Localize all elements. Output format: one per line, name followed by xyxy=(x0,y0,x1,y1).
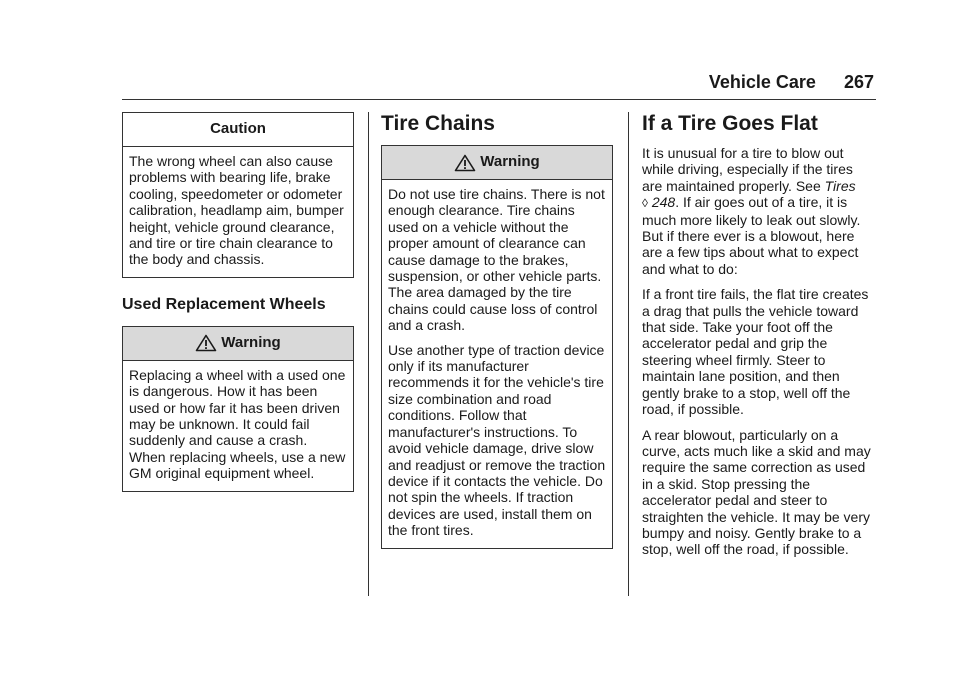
section-heading: Used Replacement Wheels xyxy=(122,295,326,313)
column-divider xyxy=(368,112,369,596)
warning-text: Do not use tire chains. There is not enough clearance. Tire chains used on a vehicle without the proper amount of clearance can cause damage to the brakes, suspension, or other vehicle parts. The area damaged by the tire chains could cause loss of control and a crash. xyxy=(388,186,605,334)
column-divider xyxy=(628,112,629,596)
section-heading: If a Tire Goes Flat xyxy=(642,112,818,135)
warning-text: Replacing a wheel with a used one is dangerous. How it has been used or how far it has been driven may be unknown. It could fail suddenly and cause a crash. When replacing wheels, use a new GM original equipment wheel. xyxy=(129,366,346,482)
cross-reference-arrow-icon: ◊ xyxy=(642,196,648,211)
header-rule xyxy=(122,99,876,100)
warning-triangle-icon xyxy=(454,154,476,172)
warning-text: Use another type of traction device only if its manufacturer recommends it for the vehicle's tire size combination and road conditions. Follow that manufacturer's instructions. To avoid vehicle damage, drive slow and readjust or remove the traction device if it contacts the vehicle. Do not spin the wheels. If traction devices are used, install them on the front tires. xyxy=(388,341,606,539)
column-3 xyxy=(642,112,874,567)
page-header xyxy=(122,72,874,96)
warning-header xyxy=(382,146,612,180)
section-heading: Tire Chains xyxy=(381,112,495,135)
warning-triangle-icon xyxy=(195,334,217,352)
warning-header xyxy=(123,327,353,361)
page-number: 267 xyxy=(843,72,874,92)
body-paragraph: It is unusual for a tire to blow out while driving, especially if the tires are maintained properly. See Tires ◊ 248. If air goes out of a tire, it is much more likely to leak out slowly. But if there ever is a blowout, here are a few tips about what to expect and what to do: xyxy=(642,145,861,277)
section-title: Vehicle Care xyxy=(708,72,816,92)
caution-box xyxy=(122,112,354,278)
warning-box xyxy=(122,326,354,492)
column-1 xyxy=(122,112,354,492)
body-paragraph: A rear blowout, particularly on a curve, acts much like a skid and may require the same correction as used in a skid. Stop pressing the accelerator pedal and steer to straighten the vehicle. It may be very bumpy and noisy. Gently brake to a stop, well off the road, if possible. xyxy=(642,426,871,558)
warning-title: Warning xyxy=(480,153,540,171)
column-2 xyxy=(381,112,613,549)
cross-reference-page[interactable]: 248 xyxy=(651,194,676,211)
warning-box xyxy=(381,145,613,549)
cross-reference-link[interactable]: Tires xyxy=(824,177,856,194)
caution-title: Caution xyxy=(123,113,353,147)
warning-title: Warning xyxy=(221,334,281,352)
body-paragraph: If a front tire fails, the flat tire creates a drag that pulls the vehicle toward that side. Take your foot off the accelerator pedal and grip the steering wheel firmly. Steer to maintain lane position, and then gently brake to a stop, well off the road, if possible. xyxy=(642,286,869,418)
caution-text: The wrong wheel can also cause problems with bearing life, brake cooling, speedometer or odometer calibration, headlamp aim, bumper height, vehicle ground clearance, and tire or tire chain clearance to the body and chassis. xyxy=(129,153,344,268)
